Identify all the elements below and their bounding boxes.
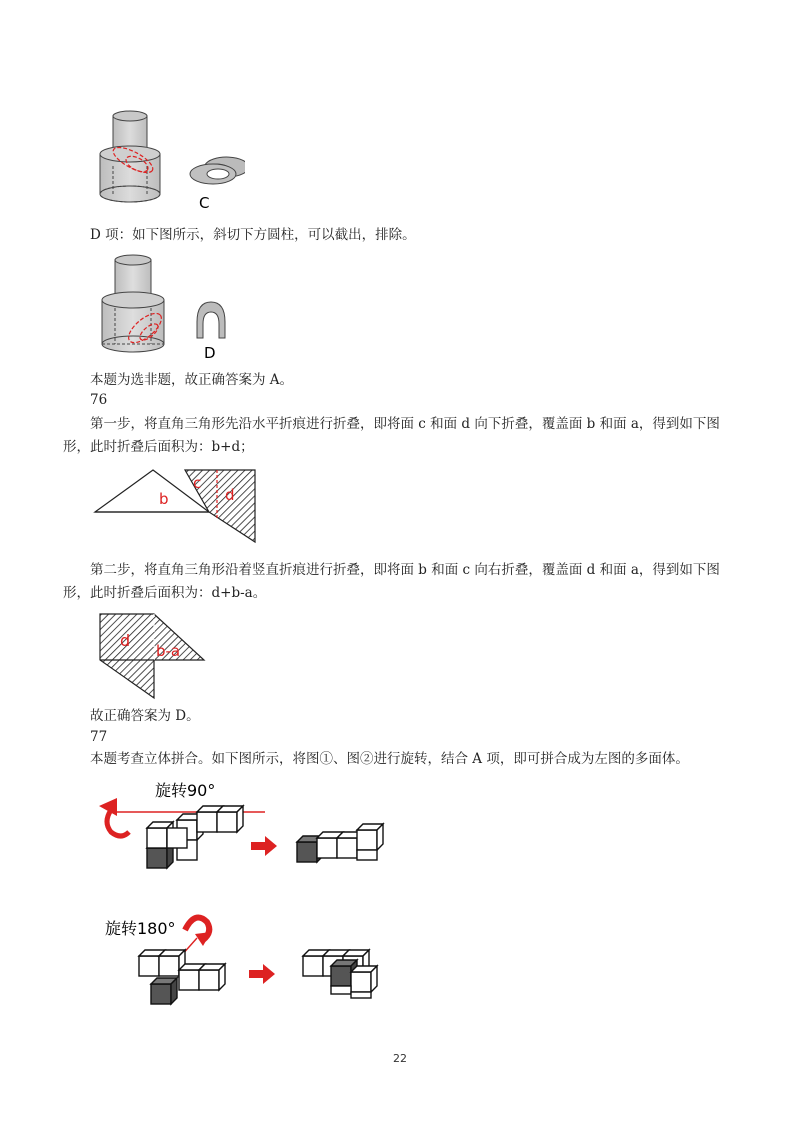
fold1-label-b: b [159,490,169,508]
q76-step2-line1: 第二步，将直角三角形沿着竖直折痕进行折叠，即将面 b 和面 c 向右折叠，覆盖面 d 和面 a，得到如下图 [90,562,720,578]
fold1-label-c: c [193,474,202,492]
q76-number: 76 [90,392,108,408]
fold-figure-1 [93,466,263,546]
q76-step1-line1: 第一步，将直角三角形先沿水平折痕进行折叠，即将面 c 和面 d 向下折叠，覆盖面 b 和面 a，得到如下图 [90,416,720,432]
page-number: 22 [393,1052,407,1065]
fold-figure-2 [96,612,212,702]
para-d: D 项：如下图所示，斜切下方圆柱，可以截出，排除。 [90,227,416,243]
rotation-figure-1 [95,776,405,876]
rotation-figure-2 [103,910,403,1010]
fold2-label-ba: b-a [156,642,181,660]
answer-75: 本题为选非题，故正确答案为 A。 [90,372,294,388]
q76-step2-line2: 形，此时折叠后面积为：d+b-a。 [63,585,267,601]
q76-answer: 故正确答案为 D。 [90,708,200,724]
figure-d-label: D [204,344,216,362]
q76-step1-line2: 形，此时折叠后面积为：b+d； [63,439,254,455]
figure-c-label: C [199,194,210,212]
q77-text: 本题考查立体拼合。如下图所示，将图①、图②进行旋转，结合 A 项，即可拼合成为左图的多面体。 [90,751,689,767]
rotate2-label: 旋转180° [105,919,176,938]
fold2-label-d: d [120,631,131,650]
figure-d [97,252,247,364]
q77-number: 77 [90,729,108,745]
fold1-label-d: d [225,486,235,504]
rotate1-label: 旋转90° [155,781,216,800]
figure-c [95,108,245,214]
